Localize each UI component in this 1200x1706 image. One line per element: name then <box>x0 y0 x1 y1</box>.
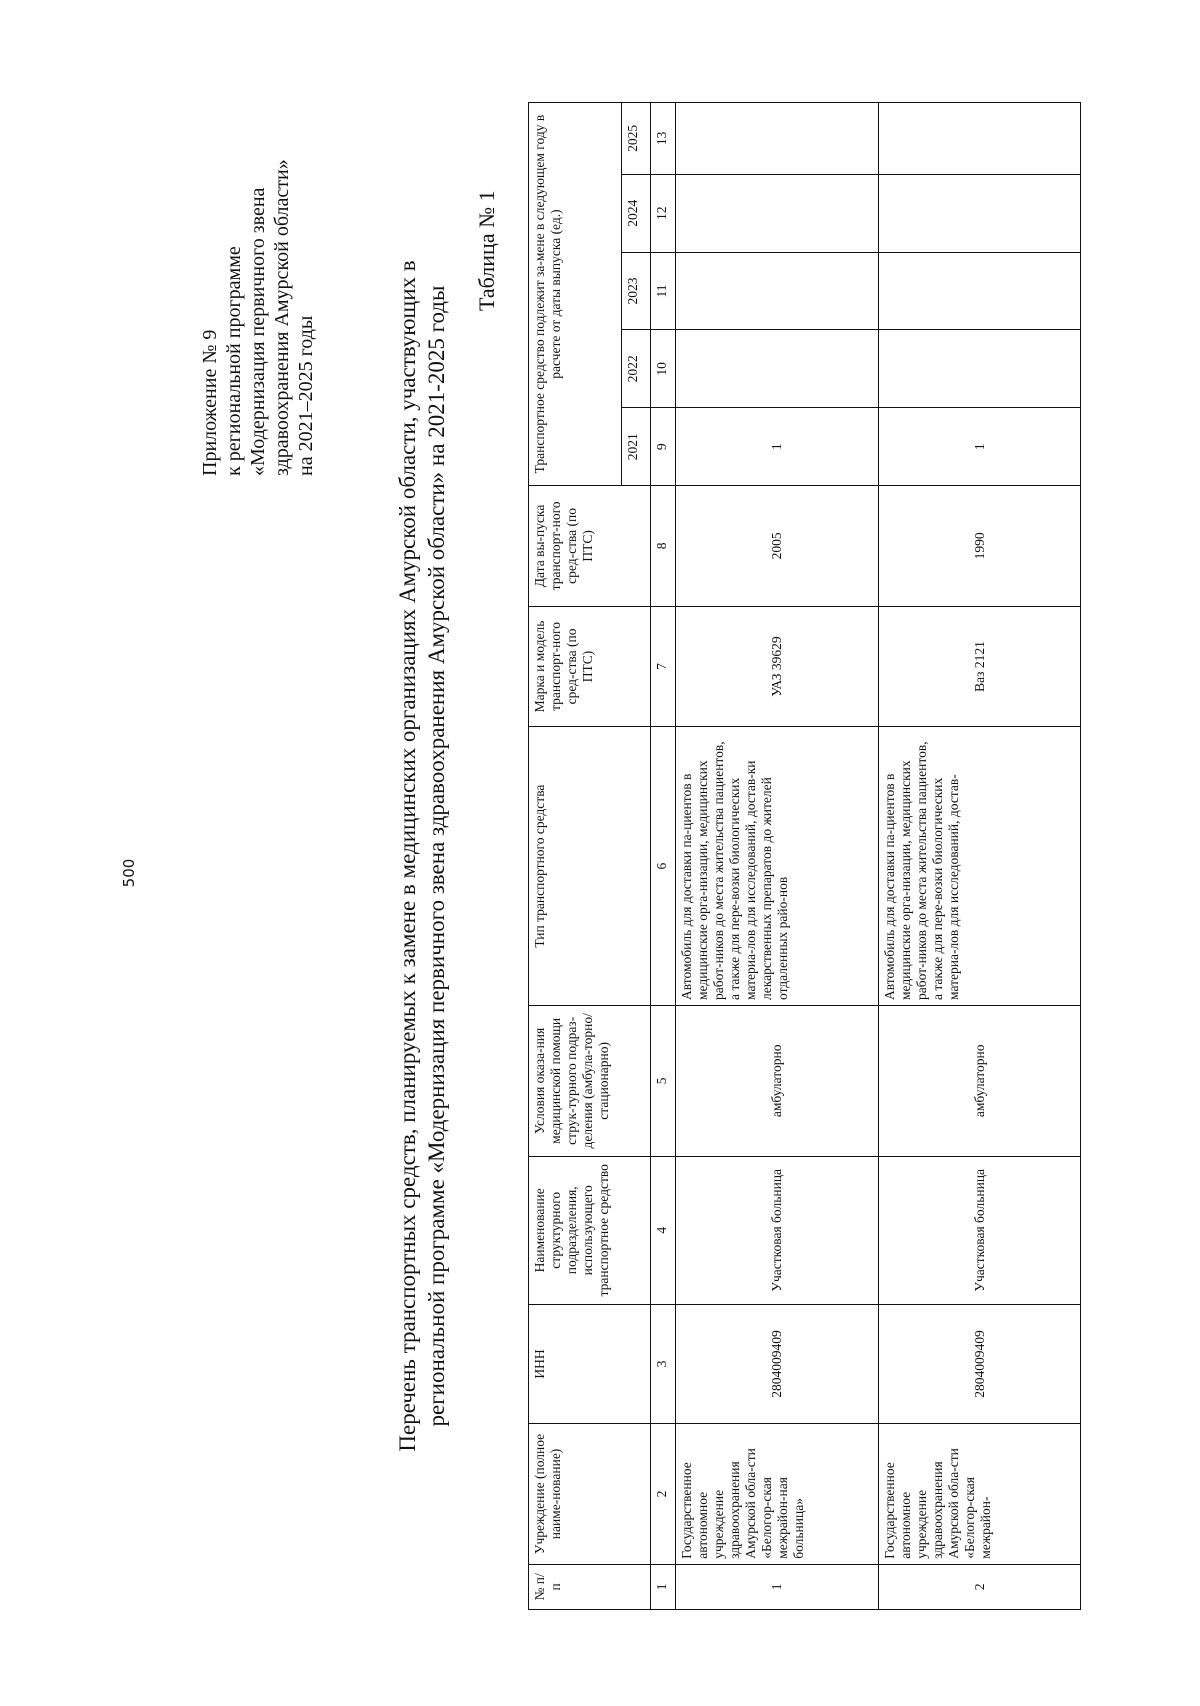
column-number: 6 <box>651 727 676 1006</box>
column-number: 8 <box>651 486 676 607</box>
cell-num: 1 <box>676 1564 879 1609</box>
cell-unit: Участковая больница <box>676 1156 879 1304</box>
header-year: 2021 <box>622 408 651 486</box>
cell-inn: 2804009409 <box>676 1304 879 1423</box>
column-number: 3 <box>651 1304 676 1423</box>
header-conditions: Условия оказа-ния медицинской помощи струк-турного подраз-деления (амбула-торно/ стационарно) <box>529 1006 651 1157</box>
column-number: 7 <box>651 606 676 727</box>
column-number: 1 <box>651 1564 676 1609</box>
cell-2022 <box>676 330 879 408</box>
header-num: № п/п <box>529 1564 651 1609</box>
cell-release-date: 2005 <box>676 486 879 607</box>
header-model: Марка и модель транспорт-ного сред-ства (по ПТС) <box>529 606 651 727</box>
column-number: 13 <box>651 103 676 175</box>
cell-2024 <box>879 174 1081 252</box>
cell-vehicle-type: Автомобиль для доставки па-циентов в медицинские орга-низации, медицинских работ-ников до места жительства пациентов, а также для пере-возки биологических материа-лов для исследований, достав- <box>879 727 1081 1006</box>
table-label: Таблица № 1 <box>474 190 499 311</box>
cell-2021: 1 <box>676 408 879 486</box>
cell-2023 <box>879 252 1081 330</box>
column-number: 2 <box>651 1424 676 1565</box>
header-replacement: Транспортное средство подлежит за-мене в следующем году в расчете от даты выпуска (ед.) <box>529 103 622 486</box>
header-year: 2023 <box>622 252 651 330</box>
cell-conditions: амбулаторно <box>879 1006 1081 1157</box>
cell-model: Ваз 2121 <box>879 606 1081 727</box>
cell-2025 <box>676 103 879 175</box>
title-line: Перечень транспортных средств, планируемых к замене в медицинских организациях Амурской области, участвующих в <box>395 260 420 1452</box>
cell-2025 <box>879 103 1081 175</box>
appendix-line: к региональной программе <box>223 246 245 476</box>
cell-unit: Участковая больница <box>879 1156 1081 1304</box>
header-unit: Наименование структурного подразделения, использующего транспортное средство <box>529 1156 651 1304</box>
appendix-line: Приложение № 9 <box>199 329 221 476</box>
document-title <box>393 126 451 1586</box>
title-line: региональной программе «Модернизация первичного звена здравоохранения Амурской области» на 2021-2025 годы <box>424 285 449 1427</box>
header-year: 2022 <box>622 330 651 408</box>
appendix-block <box>198 36 318 476</box>
appendix-line: «Модернизация первичного звена <box>247 187 269 476</box>
cell-inn: 2804009409 <box>879 1304 1081 1423</box>
page-number: 500 <box>120 858 138 888</box>
cell-institution: Государственное автономное учреждение здравоохранения Амурской обла-сти «Белогор-ская межрайон- <box>879 1424 1081 1565</box>
cell-2021: 1 <box>879 408 1081 486</box>
cell-release-date: 1990 <box>879 486 1081 607</box>
column-number: 5 <box>651 1006 676 1157</box>
cell-model: УАЗ 39629 <box>676 606 879 727</box>
header-year: 2024 <box>622 174 651 252</box>
table-row <box>879 103 1081 1610</box>
appendix-line: здравоохранения Амурской области» <box>271 159 293 476</box>
cell-conditions: амбулаторно <box>676 1006 879 1157</box>
cell-2022 <box>879 330 1081 408</box>
header-row <box>529 103 622 1610</box>
column-number: 4 <box>651 1156 676 1304</box>
column-number: 11 <box>651 252 676 330</box>
header-vehicle-type: Тип транспортного средства <box>529 727 651 1006</box>
table-row <box>676 103 879 1610</box>
vehicle-table <box>528 102 1081 1610</box>
column-number: 12 <box>651 174 676 252</box>
cell-num: 2 <box>879 1564 1081 1609</box>
header-institution: Учреждение (полное наиме-нование) <box>529 1424 651 1565</box>
cell-vehicle-type: Автомобиль для доставки па-циентов в медицинские орга-низации, медицинских работ-ников до места жительства пациентов, а также для пере-возки биологических материа-лов для исследований, достав-ки лекарственных препаратов до жителей отдаленных райо-нов <box>676 727 879 1006</box>
appendix-line: на 2021–2025 годы <box>295 315 317 476</box>
cell-institution: Государственное автономное учреждение здравоохранения Амурской обла-сти «Белогор-ская межрайон-ная больница» <box>676 1424 879 1565</box>
header-release-date: Дата вы-пуска транспорт-ного сред-ства (по ПТС) <box>529 486 651 607</box>
header-year: 2025 <box>622 103 651 175</box>
header-inn: ИНН <box>529 1304 651 1423</box>
cell-2023 <box>676 252 879 330</box>
column-number: 9 <box>651 408 676 486</box>
cell-2024 <box>676 174 879 252</box>
column-number-row <box>651 103 676 1610</box>
column-number: 10 <box>651 330 676 408</box>
